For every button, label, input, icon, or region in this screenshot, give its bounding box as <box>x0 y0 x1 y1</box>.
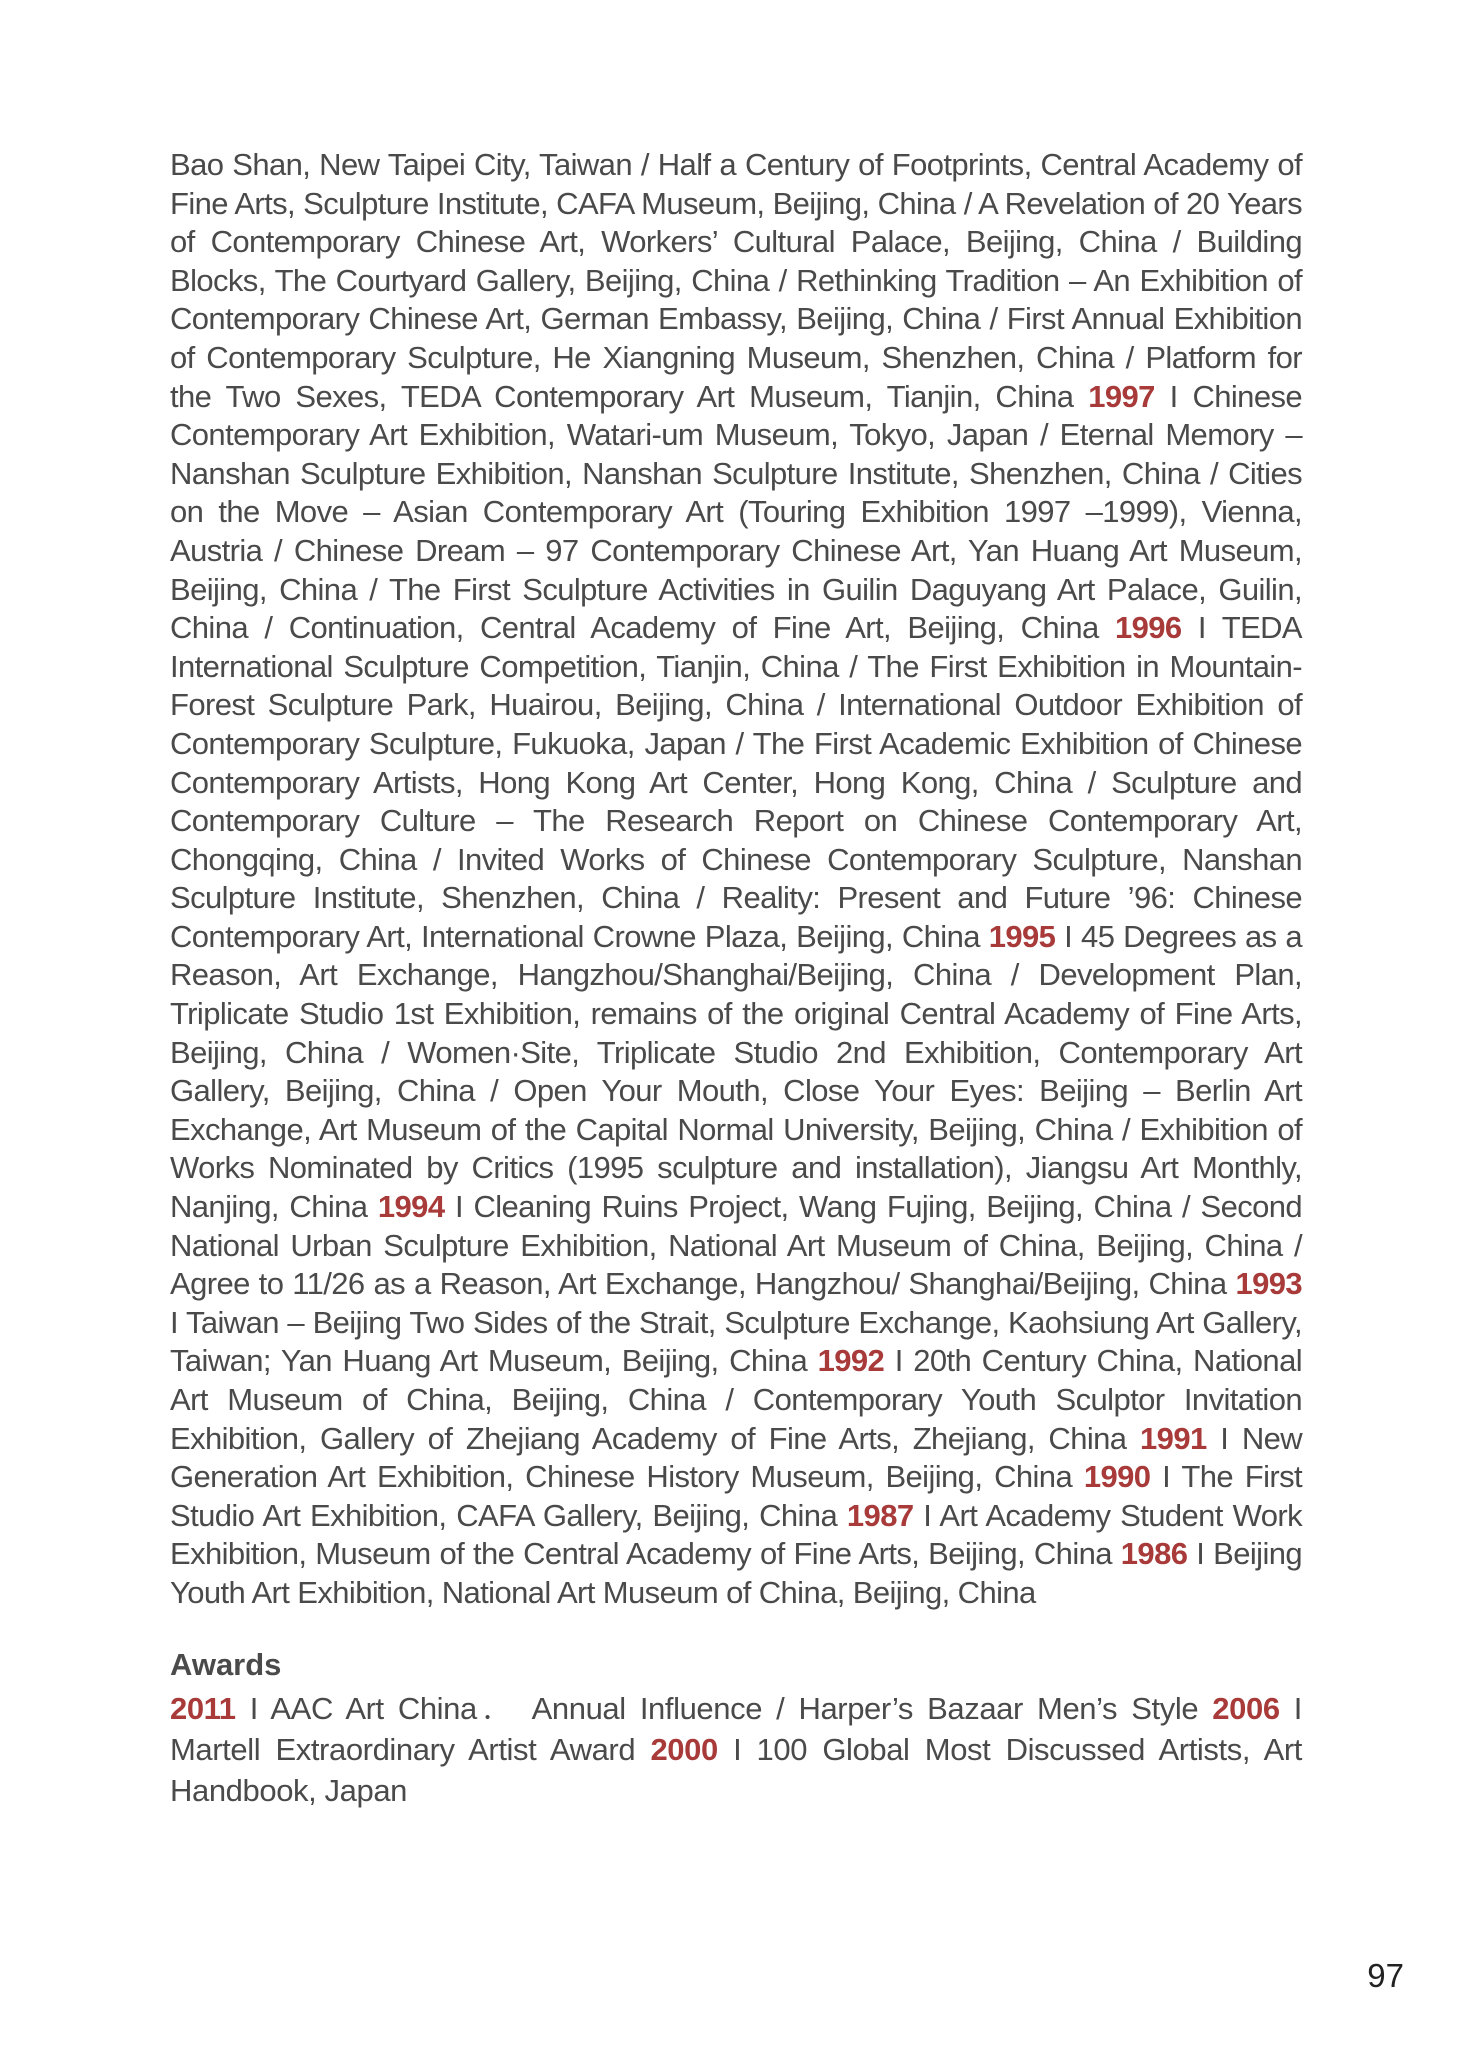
year-separator: I <box>1220 1420 1229 1456</box>
year-label: 2011 <box>170 1690 236 1726</box>
year-label: 2006 <box>1212 1690 1280 1726</box>
year-separator: I <box>1169 378 1178 414</box>
year-label: 1992 <box>817 1343 885 1379</box>
exhibition-entry: Beijing Youth Art Exhibition, National Art Museum of China, Beijing, China <box>170 1536 1303 1610</box>
page-number: 97 <box>1367 1957 1404 1994</box>
year-separator: I <box>894 1343 903 1379</box>
year-separator: I <box>170 1304 179 1340</box>
year-label: 1991 <box>1140 1420 1207 1456</box>
year-label: 1995 <box>988 918 1056 954</box>
year-label: 2000 <box>650 1731 718 1767</box>
exhibitions-intro: Bao Shan, New Taipei City, Taiwan / Half a Century of Footprints, Central Academy of Fine Arts, Sculpture Institute, CAFA Museum, Beijing, China / A Revelation of 20 Years of Contemporary Chinese Art, Workers’ Cultural Palace, Beijing, China / Building Blocks, The Courtyard Gallery, Beijing, China / Rethinking Tradition – An Exhibition of Contemporary Chinese Art, German Embassy, Beijing, China / First Annual Exhibition of Contemporary Sculpture, He Xiangning Museum, Shenzhen, China / Platform for the Two Sexes, TEDA Contemporary Art Museum, Tianjin, China <box>170 147 1302 414</box>
year-label: 1996 <box>1114 610 1182 646</box>
year-label: 1994 <box>377 1189 445 1225</box>
year-separator: I <box>733 1731 742 1767</box>
year-separator: I <box>1197 610 1206 646</box>
exhibition-entry: Art Academy Student Work Exhibition, Museum of the Central Academy of Fine Arts, Beijing, China <box>170 1497 1302 1572</box>
year-separator: I <box>1293 1690 1302 1726</box>
biography-page <box>170 146 1302 1811</box>
year-separator: I <box>1196 1536 1205 1572</box>
year-label: 1986 <box>1120 1536 1188 1572</box>
exhibition-entry: Cleaning Ruins Project, Wang Fujing, Beijing, China / Second National Urban Sculpture Exhibition, National Art Museum of China, Beijing, China / Agree to 11/26 as a Reason, Art Exchange, Hangzhou/ Shanghai/Beijing, China <box>170 1189 1303 1302</box>
award-entry: AAC Art China． Annual Influence / Harper’s Bazaar Men’s Style <box>270 1690 1199 1726</box>
awards-paragraph <box>170 1688 1302 1811</box>
year-separator: I <box>923 1497 932 1533</box>
year-separator: I <box>1162 1459 1171 1495</box>
year-label: 1993 <box>1235 1266 1303 1302</box>
exhibition-entry: 20th Century China, National Art Museum of China, Beijing, China / Contemporary Youth Sculptor Invitation Exhibition, Gallery of Zhejiang Academy of Fine Arts, Zhejiang, China <box>170 1343 1302 1456</box>
year-label: 1997 <box>1088 378 1155 414</box>
year-label: 1990 <box>1083 1459 1151 1495</box>
year-label: 1987 <box>846 1497 914 1533</box>
exhibitions-paragraph <box>170 146 1302 1613</box>
exhibition-entry: New Generation Art Exhibition, Chinese History Museum, Beijing, China <box>170 1420 1303 1495</box>
exhibition-entry: Taiwan – Beijing Two Sides of the Strait, Sculpture Exchange, Kaohsiung Art Gallery, Taiwan; Yan Huang Art Museum, Beijing, China <box>170 1304 1302 1379</box>
exhibition-entry: The First Studio Art Exhibition, CAFA Gallery, Beijing, China <box>170 1459 1302 1533</box>
year-separator: I <box>249 1690 258 1726</box>
exhibition-entry: TEDA International Sculpture Competition, Tianjin, China / The First Exhibition in Mountain-Forest Sculpture Park, Huairou, Beijing, China / International Outdoor Exhibition of Contemporary Sculpture, Fukuoka, Japan / The First Academic Exhibition of Chinese Contemporary Artists, Hong Kong Art Center, Hong Kong, China / Sculpture and Contemporary Culture – The Research Report on Chinese Contemporary Art, Chongqing, China / Invited Works of Chinese Contemporary Sculpture, Nanshan Sculpture Institute, Shenzhen, China / Reality: Present and Future ’96: Chinese Contemporary Art, International Crowne Plaza, Beijing, China <box>170 610 1303 954</box>
award-entry: 100 Global Most Discussed Artists, Art Handbook, Japan <box>170 1731 1302 1808</box>
year-separator: I <box>1064 918 1073 954</box>
exhibition-entry: Chinese Contemporary Art Exhibition, Watari-um Museum, Tokyo, Japan / Eternal Memory – Nanshan Sculpture Exhibition, Nanshan Sculpture Institute, Shenzhen, China / Cities on the Move – Asian Contemporary Art (Touring Exhibition 1997 –1999), Vienna, Austria / Chinese Dream – 97 Contemporary Chinese Art, Yan Huang Art Museum, Beijing, China / The First Sculpture Activities in Guilin Daguyang Art Palace, Guilin, China / Continuation, Central Academy of Fine Art, Beijing, China <box>170 378 1303 646</box>
awards-heading: Awards <box>170 1646 282 1682</box>
award-entry: Martell Extraordinary Artist Award <box>170 1731 636 1767</box>
year-separator: I <box>454 1189 463 1225</box>
exhibition-entry: 45 Degrees as a Reason, Art Exchange, Hangzhou/Shanghai/Beijing, China / Development Plan, Triplicate Studio 1st Exhibition, remains of the original Central Academy of Fine Arts, Beijing, China / Women·Site, Triplicate Studio 2nd Exhibition, Contemporary Art Gallery, Beijing, China / Open Your Mouth, Close Your Eyes: Beijing – Berlin Art Exchange, Art Museum of the Capital Normal University, Beijing, China / Exhibition of Works Nominated by Critics (1995 sculpture and installation), Jiangsu Art Monthly, Nanjing, China <box>170 918 1303 1225</box>
